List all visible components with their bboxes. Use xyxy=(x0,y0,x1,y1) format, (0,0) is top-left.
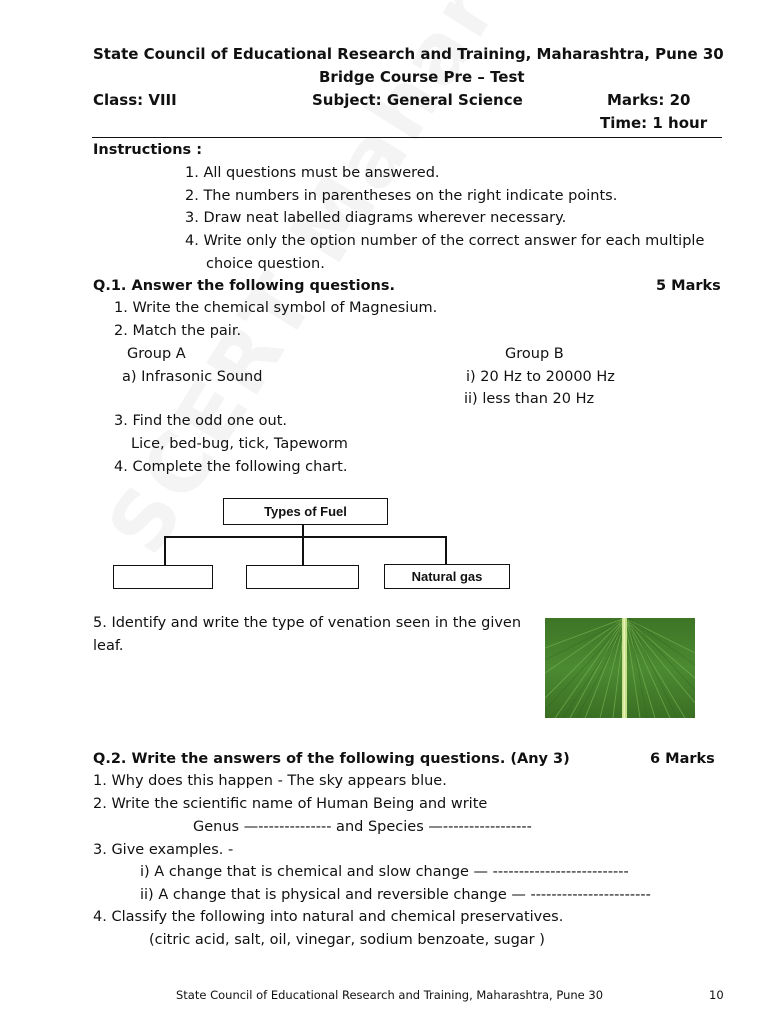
q2-item-3: 3. Give examples. - xyxy=(93,842,234,858)
preservatives-list: (citric acid, salt, oil, vinegar, sodium benzoate, sugar ) xyxy=(149,932,545,948)
q2-item-2-blanks: Genus —-------------- and Species —----------------- xyxy=(193,819,532,835)
group-b-heading: Group B xyxy=(505,346,564,362)
class-label: Class: VIII xyxy=(93,91,177,109)
q2-item-4: 4. Classify the following into natural and chemical preservatives. xyxy=(93,909,564,925)
instruction-item: 3. Draw neat labelled diagrams wherever necessary. xyxy=(185,210,567,226)
instruction-item: 1. All questions must be answered. xyxy=(185,165,440,181)
instruction-item: 4. Write only the option number of the correct answer for each multiple xyxy=(185,233,705,249)
q1-heading: Q.1. Answer the following questions. xyxy=(93,278,396,294)
chart-connector xyxy=(164,536,446,538)
chart-root-box: Types of Fuel xyxy=(223,498,388,525)
q2-item-1: 1. Why does this happen - The sky appears blue. xyxy=(93,773,447,789)
q2-heading: Q.2. Write the answers of the following questions. (Any 3) xyxy=(93,751,570,767)
institution-title: State Council of Educational Research and Training, Maharashtra, Pune 30 xyxy=(93,45,724,63)
q1-item-5-line1: 5. Identify and write the type of venation seen in the given xyxy=(93,615,522,631)
odd-one-out-list: Lice, bed-bug, tick, Tapeworm xyxy=(131,436,348,452)
chart-connector xyxy=(302,536,304,566)
group-b-item: ii) less than 20 Hz xyxy=(464,391,595,407)
group-a-item: a) Infrasonic Sound xyxy=(122,369,263,385)
q1-item-4: 4. Complete the following chart. xyxy=(114,459,348,475)
test-title: Bridge Course Pre – Test xyxy=(319,68,525,86)
time-label: Time: 1 hour xyxy=(600,114,708,132)
group-a-heading: Group A xyxy=(127,346,186,362)
chart-connector xyxy=(164,536,166,565)
q2-marks: 6 Marks xyxy=(650,751,715,767)
footer-text: State Council of Educational Research and Training, Maharashtra, Pune 30 xyxy=(176,988,604,1002)
q1-item-3: 3. Find the odd one out. xyxy=(114,413,288,429)
chart-child-box-blank[interactable] xyxy=(246,565,359,589)
chart-child-box-natural-gas: Natural gas xyxy=(384,564,510,589)
chart-child-box-blank[interactable] xyxy=(113,565,213,589)
header-rule xyxy=(92,137,722,138)
marks-label: Marks: 20 xyxy=(607,91,691,109)
leaf-image xyxy=(545,618,695,718)
instruction-item-continued: choice question. xyxy=(206,256,325,272)
instructions-heading: Instructions : xyxy=(93,142,203,158)
q2-item-3-ii: ii) A change that is physical and reversible change — ----------------------- xyxy=(140,887,651,903)
subject-label: Subject: General Science xyxy=(312,91,523,109)
q1-marks: 5 Marks xyxy=(656,278,721,294)
q2-item-2: 2. Write the scientific name of Human Being and write xyxy=(93,796,488,812)
q2-item-3-i: i) A change that is chemical and slow change — -------------------------- xyxy=(140,864,629,880)
q1-item-5-line2: leaf. xyxy=(93,638,124,654)
leaf-venation-graphic xyxy=(545,618,695,718)
page-number: 10 xyxy=(709,988,724,1002)
q1-item-1: 1. Write the chemical symbol of Magnesium. xyxy=(114,300,438,316)
chart-connector xyxy=(445,536,447,565)
instruction-item: 2. The numbers in parentheses on the right indicate points. xyxy=(185,188,618,204)
q1-item-2: 2. Match the pair. xyxy=(114,323,242,339)
group-b-item: i) 20 Hz to 20000 Hz xyxy=(466,369,615,385)
